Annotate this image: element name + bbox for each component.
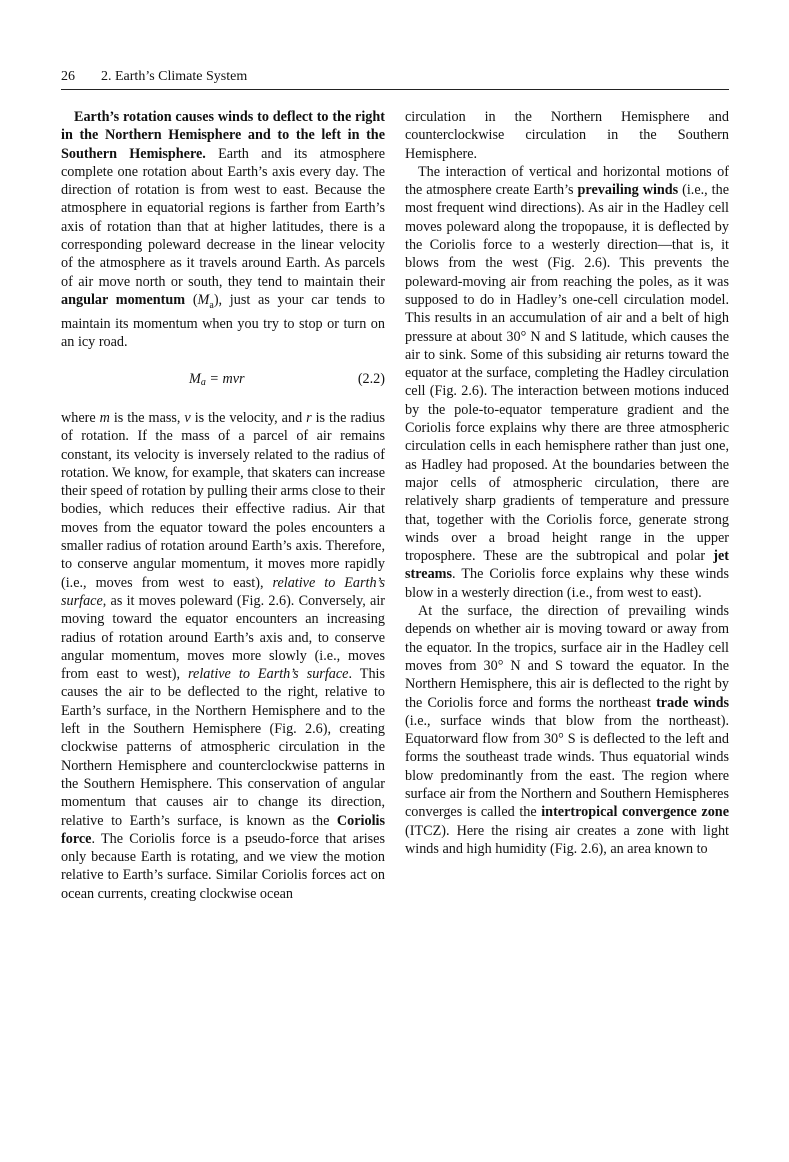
lead-in-bold: Earth’s rotation causes winds to deflect to the right in the Northern Hemisphere and to the left in the Southern Hemisphere. [61,109,385,162]
term-jet-streams: jet streams [405,548,729,583]
term-angular-momentum: angular momentum [61,291,186,308]
paragraph-surface-winds: At the surface, the direction of prevailing winds depends on whether air is moving toward or away from the equator. In the tropics, surface air in the Hadley cell moves from 30° N and S toward the equator. In the Northern Hemisphere, this air is deflected to the right by the Coriolis force and forms the northeast trade winds (i.e., surface winds that blow from the northeast). Equatorward flow from 30° S is deflected to the left and forms the southeast trade winds. Thus equatorial winds blow predominantly from the east. The region where surface air from the Northern and Southern Hemispheres converges is called the intertropical convergence zone (ITCZ). Here the rising air creates a zone with light winds and high humidity (Fig. 2.6), an area known to [405,603,729,857]
running-title: 2. Earth’s Climate System [101,69,248,84]
term-trade-winds: trade winds [656,694,729,711]
term-coriolis-force: Coriolis force [61,812,385,847]
left-column [61,108,385,903]
term-prevailing-winds: prevailing winds [577,182,679,199]
equation-2-2 [61,370,385,392]
paragraph-continuation: circulation in the Northern Hemisphere and counterclockwise circulation in the Southern Hemisphere. [405,109,729,162]
paragraph-conservation: where m is the mass, v is the velocity, and r is the radius of rotation. If the mass of a parcel of air remains constant, its velocity is inversely related to the radius of rotation. We know, for example, that skaters can increase their speed of rotation by pulling their arms close to their bodies, which reduces their effective radius. Air that moves from the equator toward the poles encounters a smaller radius of rotation around Earth’s axis. Therefore, to conserve angular momentum, it moves more rapidly (i.e., moves from west to east), relative to Earth’s surface, as it moves poleward (Fig. 2.6). Conversely, air moving toward the equator encounters an increasing radius of rotation around Earth’s axis and, to conserve angular momentum, moves more slowly (i.e., moves from east to west), relative to Earth’s surface. This causes the air to be deflected to the right, relative to Earth’s surface, in the Northern Hemisphere and to the left in the Southern Hemisphere (Fig. 2.6), creating clockwise patterns of atmospheric circulation in the Northern Hemisphere and counterclockwise patterns in the Southern Hemisphere. This conservation of angular momentum that causes air to change its direction, relative to Earth’s surface, is known as the Coriolis force. The Coriolis force is a pseudo-force that arises only because Earth is rotating, and we view the motion relative to Earth’s surface. Similar Coriolis forces act on ocean currents, creating clockwise ocean [61,409,386,902]
right-column [405,108,729,858]
page-number: 26 [61,69,75,84]
equation-number: (2.2) [357,370,385,387]
paragraph-coriolis-intro: Earth’s rotation causes winds to deflect to the right in the Northern Hemisphere and to the left in the Southern Hemisphere. Earth and its atmosphere complete one rotation about Earth’s axis every day. The direction of rotation is from west to east. Because the atmosphere in equatorial regions is farther from Earth’s axis of rotation than that at higher latitudes, there is a corresponding poleward decrease in the linear velocity of the atmosphere as it travels around Earth. As parcels of air move north or south, they tend to maintain their angular momentum $(M_a)$, just as your car tends to maintain its momentum when you try to stop or turn on an icy road. [61,109,385,351]
equation-formula: $M_a$ = mvr [189,370,245,388]
term-itcz: intertropical convergence zone [541,804,729,821]
header-rule [61,89,729,90]
paragraph-prevailing-winds: The interaction of vertical and horizontal motions of the atmosphere create Earth’s prevailing winds (i.e., the most frequent wind directions). As air in the Hadley cell moves poleward along the tropopause, it is deflected by the Coriolis force to a westerly direction—that is, it blows from the west (Fig. 2.6). This prevents the poleward-moving air from reaching the poles, as it was supposed to do in Hadley’s one-cell circulation model. This results in an accumulation of air and a belt of high pressure at about 30° N and S latitude, which causes the air to sink. Some of this subsiding air returns toward the equator at the surface, completing the Hadley circulation cell (Fig. 2.6). The interaction between motions induced by the pole-to-equator temperature gradient and the Coriolis force explains why there are three atmospheric circulation cells in each hemisphere rather than just one, as Hadley had proposed. At the boundaries between the major cells of atmospheric circulation, there are relatively sharp gradients of temperature and pressure that, together with the Coriolis force, generate strong winds over a broad height range in the upper troposphere. These are the subtropical and polar jet streams. The Coriolis force explains why these winds blow in a westerly direction (i.e., from west to east). [405,163,729,601]
running-header [61,68,729,86]
